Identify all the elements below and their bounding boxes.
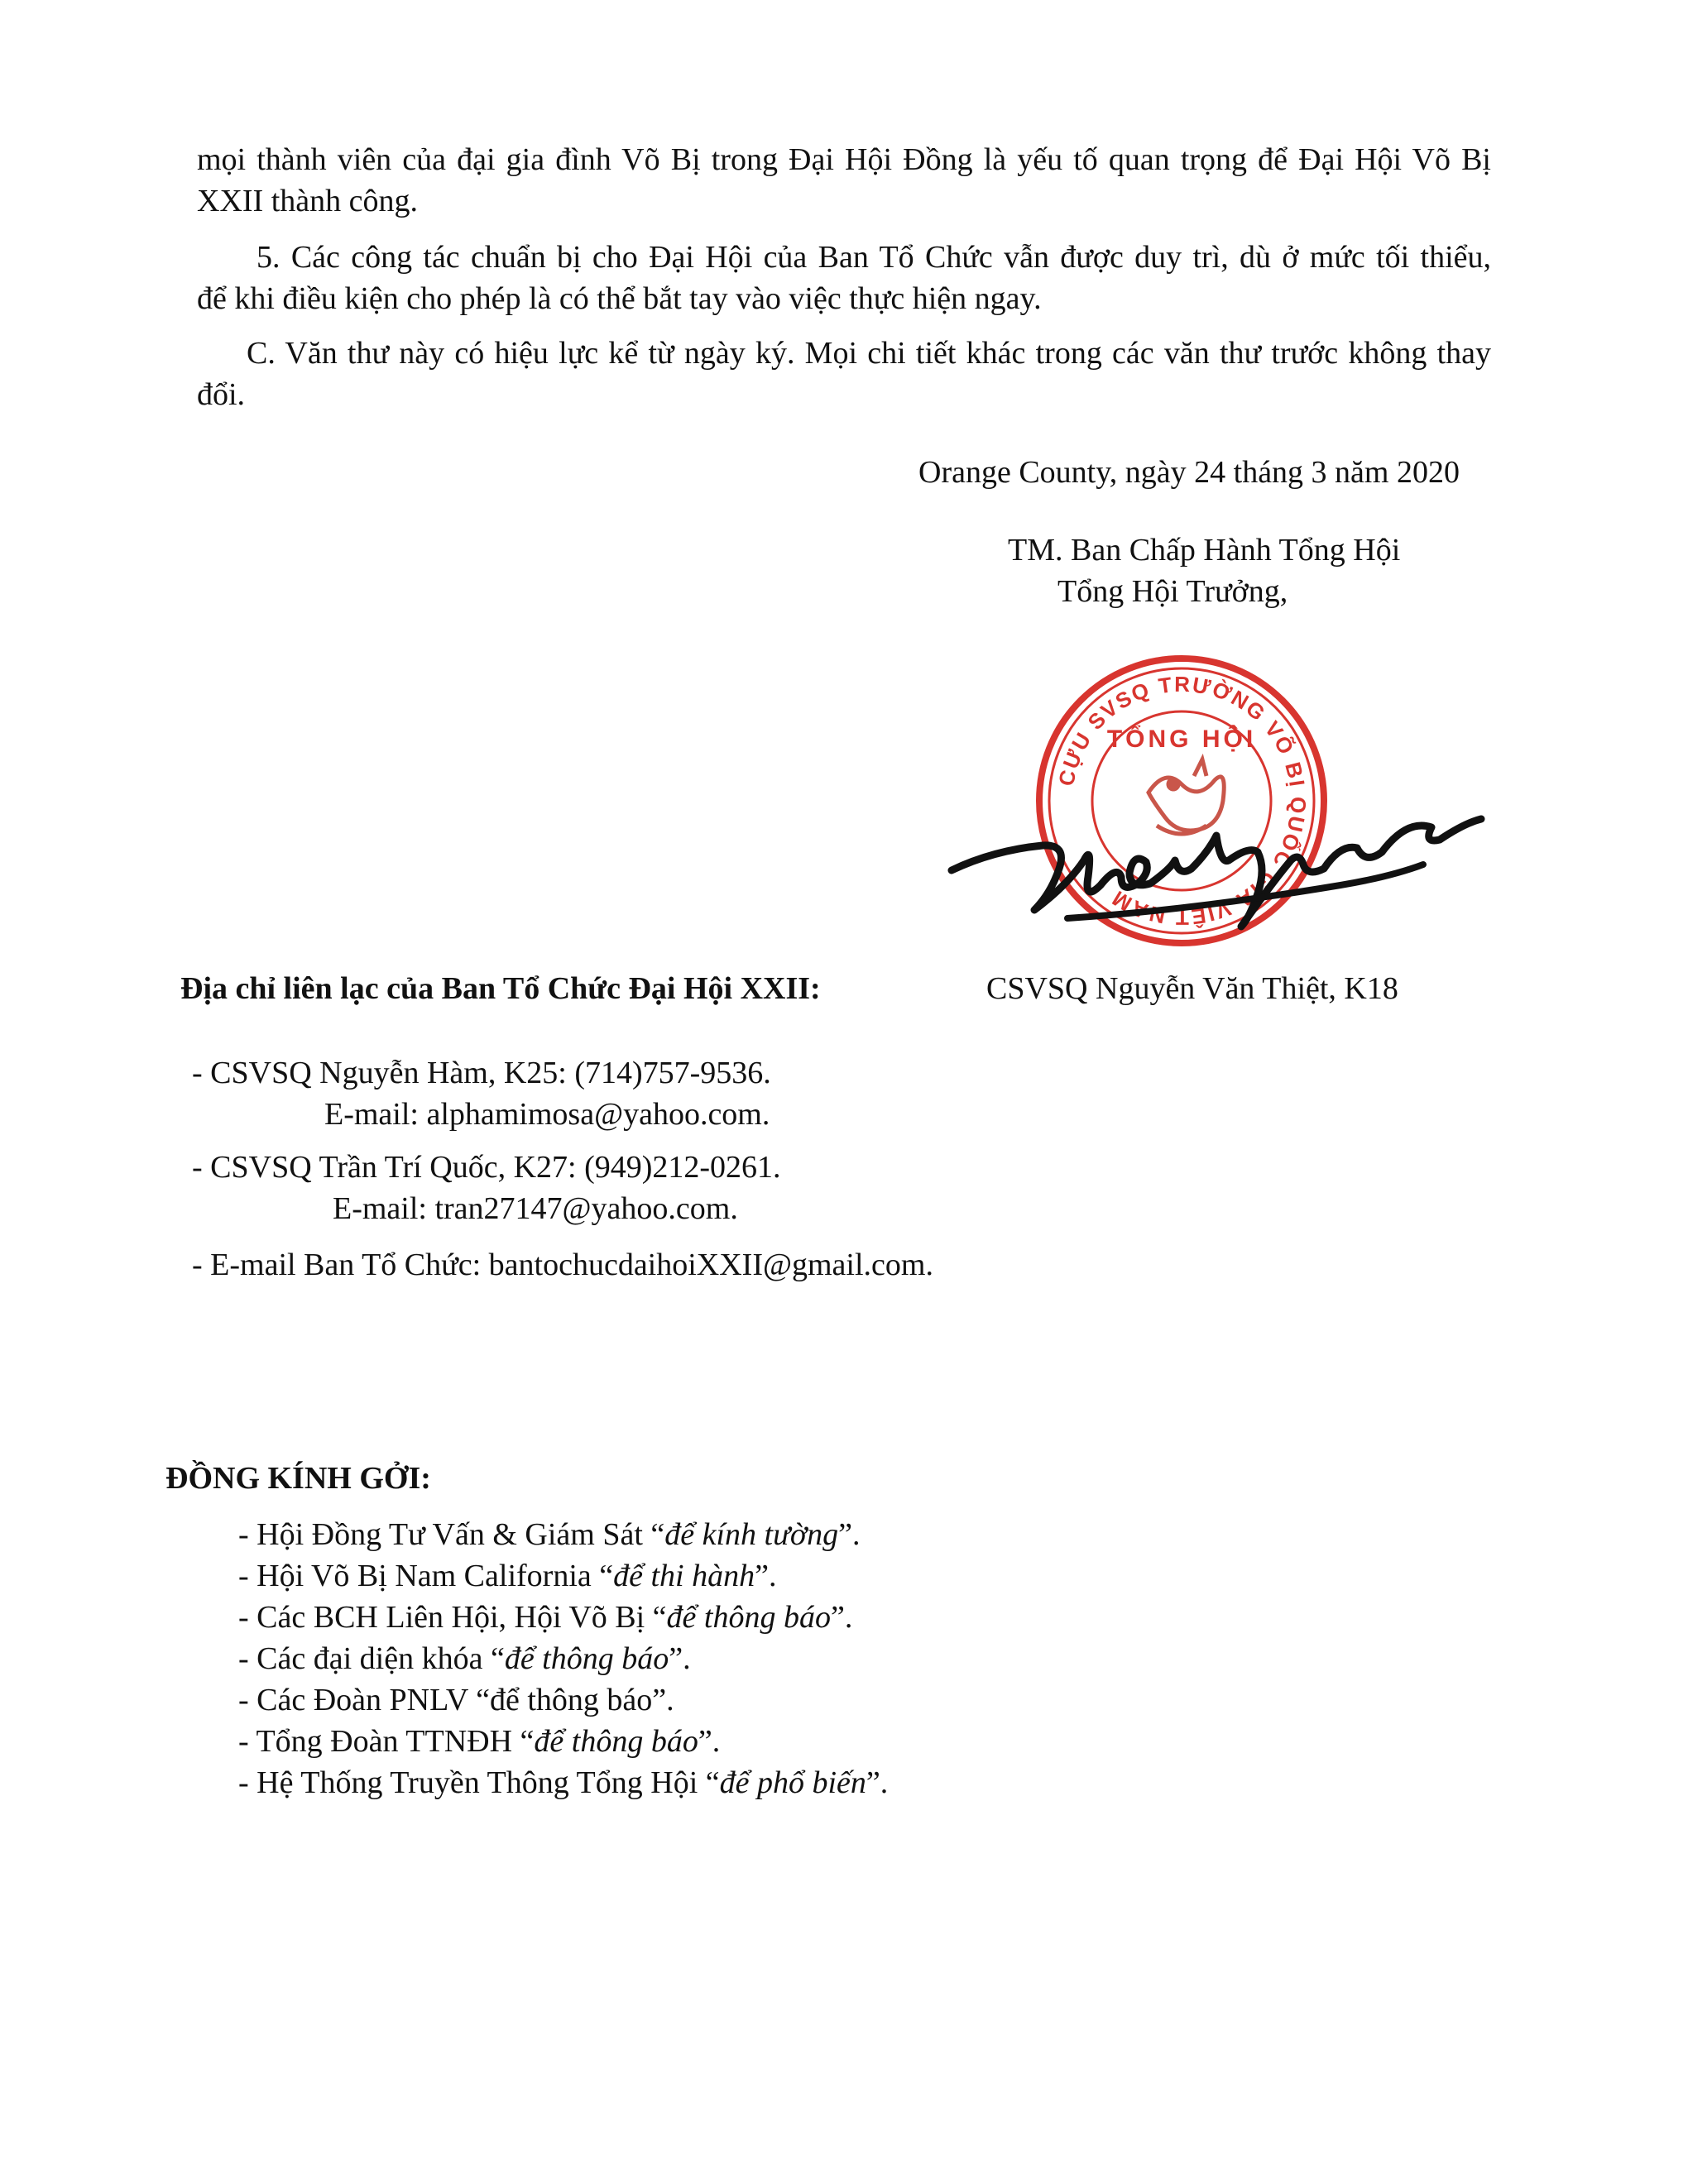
- stamp-center-text: TỔNG HỘI: [1106, 726, 1257, 753]
- paragraph-1-line-1: mọi thành viên của đại gia đình Võ Bị trong Đại Hội Đồng là yếu tố quan trọng để Đại Hội Võ Bị: [197, 142, 1491, 177]
- stamp-ring-text: CỰU SVSQ TRƯỜNG VÕ BỊ QUỐC GIA VIỆT NAM: [1053, 671, 1312, 931]
- list-item: - Hội Đồng Tư Vấn & Giám Sát “để kính tường”.: [238, 1517, 861, 1552]
- list-item: - Hội Võ Bị Nam California “để thi hành”.: [238, 1559, 777, 1593]
- paragraph-c-line-2: đổi.: [197, 377, 246, 412]
- dateline: Orange County, ngày 24 tháng 3 năm 2020: [918, 455, 1460, 490]
- contact-org-email[interactable]: - E-mail Ban Tổ Chức: bantochucdaihoiXXII@gmail.com.: [192, 1248, 933, 1282]
- contact-heading: Địa chỉ liên lạc của Ban Tổ Chức Đại Hội XXII:: [180, 971, 821, 1006]
- signatory-position: Tổng Hội Trưởng,: [1057, 574, 1288, 609]
- list-item: - Các Đoàn PNLV “để thông báo”.: [238, 1683, 674, 1717]
- contact-person-1: - CSVSQ Nguyễn Hàm, K25: (714)757-9536.: [192, 1056, 771, 1090]
- list-item: - Các BCH Liên Hội, Hội Võ Bị “để thông báo”.: [238, 1600, 853, 1635]
- list-item: - Hệ Thống Truyền Thông Tổng Hội “để phổ biến”.: [238, 1765, 889, 1800]
- contact-person-2: - CSVSQ Trần Trí Quốc, K27: (949)212-0261.: [192, 1150, 781, 1185]
- paragraph-item-5-line-2: để khi điều kiện cho phép là có thể bắt tay vào việc thực hiện ngay.: [197, 281, 1042, 316]
- signatory-title: TM. Ban Chấp Hành Tổng Hội: [1008, 533, 1401, 568]
- list-item: - Tổng Đoàn TTNĐH “để thông báo”.: [238, 1724, 721, 1759]
- paragraph-1-line-2: XXII thành công.: [197, 184, 418, 218]
- paragraph-c-line-1: C. Văn thư này có hiệu lực kể từ ngày ký. Mọi chi tiết khác trong các văn thư trước không thay: [247, 336, 1491, 371]
- recipients-heading: ĐỒNG KÍNH GỞI:: [165, 1461, 431, 1496]
- contact-person-1-email[interactable]: E-mail: alphamimosa@yahoo.com.: [324, 1097, 770, 1132]
- list-item: - Các đại diện khóa “để thông báo”.: [238, 1641, 691, 1676]
- paragraph-item-5-line-1: 5. Các công tác chuẩn bị cho Đại Hội của Ban Tổ Chức vẫn được duy trì, dù ở mức tối thiểu,: [257, 240, 1491, 275]
- contact-person-2-email[interactable]: E-mail: tran27147@yahoo.com.: [333, 1191, 738, 1226]
- recipients-list: [238, 1514, 888, 1803]
- handwritten-signature: [943, 786, 1489, 935]
- signatory-name: CSVSQ Nguyễn Văn Thiệt, K18: [986, 971, 1398, 1006]
